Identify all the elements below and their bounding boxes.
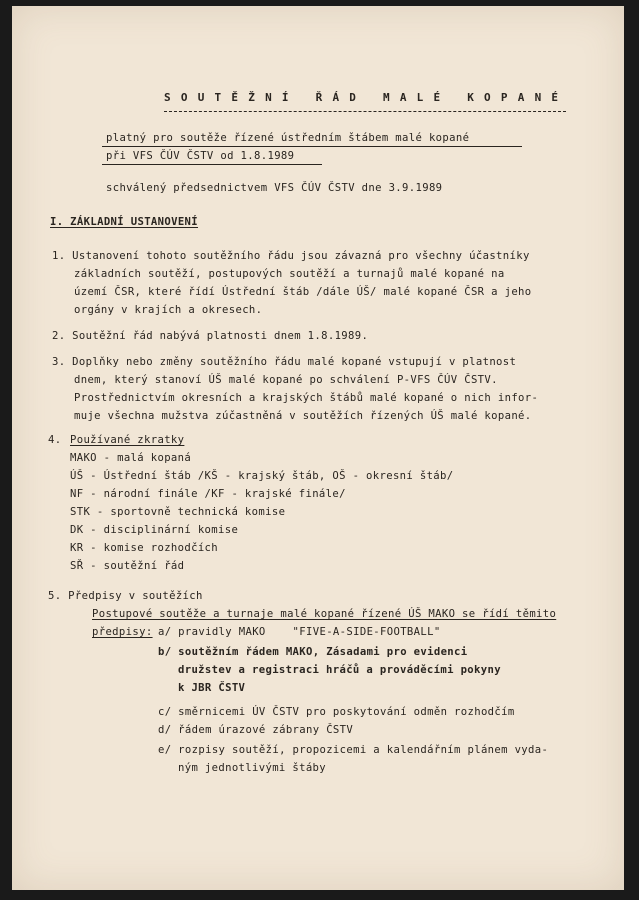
- validity-rule-1: [102, 146, 522, 147]
- validity-line-1: platný pro soutěže řízené ústředním štábem malé kopané: [106, 132, 470, 144]
- item-1-line: orgány v krajích a okresech.: [74, 304, 263, 316]
- item-3-line: dnem, který stanoví ÚŠ malé kopané po schválení P-VFS ČÚV ČSTV.: [74, 374, 498, 386]
- item-4-title: Používané zkratky: [70, 434, 185, 446]
- item-1-line: 1. Ustanovení tohoto soutěžního řádu jsou závazná pro všechny účastníky: [52, 250, 530, 262]
- rule-b-line: družstev a registraci hráčů a prováděcími pokyny: [178, 664, 501, 676]
- title-dashed-rule: [164, 111, 566, 112]
- abbreviation-item: MAKO - malá kopaná: [70, 452, 192, 464]
- validity-rule-2: [102, 164, 322, 165]
- item-3-line: 3. Doplňky nebo změny soutěžního řádu malé kopané vstupují v platnost: [52, 356, 517, 368]
- item-3-line: muje všechna mužstva zúčastněná v soutěžích řízených ÚŠ malé kopané.: [74, 410, 532, 422]
- item-5-intro: Postupové soutěže a turnaje malé kopané řízené ÚŠ MAKO se řídí těmito: [92, 608, 557, 620]
- abbreviation-item: ÚŠ - Ústřední štáb /KŠ - krajský štáb, OŠ - okresní štáb/: [70, 470, 454, 482]
- item-5-prefix: předpisy:: [92, 626, 153, 638]
- validity-line-2: při VFS ČÚV ČSTV od 1.8.1989: [106, 150, 295, 162]
- section-heading: I. ZÁKLADNÍ USTANOVENÍ: [50, 216, 199, 228]
- item-1-line: základních soutěží, postupových soutěží a turnajů malé kopané na: [74, 268, 505, 280]
- document-page: [12, 6, 624, 890]
- rule-e-line: ným jednotlivými štáby: [178, 762, 327, 774]
- document-title: S O U T Ě Ž N Í Ř Á D M A L É K O P A N É: [164, 91, 560, 104]
- abbreviation-item: KR - komise rozhodčích: [70, 542, 219, 554]
- item-1-line: území ČSR, které řídí Ústřední štáb /dále ÚŠ/ malé kopané ČSR a jeho: [74, 286, 532, 298]
- rule-e-line: e/ rozpisy soutěží, propozicemi a kalendářním plánem vyda-: [158, 744, 549, 756]
- abbreviation-item: STK - sportovně technická komise: [70, 506, 286, 518]
- abbreviation-item: NF - národní finále /KF - krajské finále/: [70, 488, 346, 500]
- abbreviation-item: SŘ - soutěžní řád: [70, 560, 185, 572]
- rule-d: d/ řádem úrazové zábrany ČSTV: [158, 724, 354, 736]
- rule-b-line: k JBR ČSTV: [178, 682, 246, 694]
- item-3-line: Prostřednictvím okresních a krajských štábů malé kopané o nich infor-: [74, 392, 539, 404]
- rule-a: a/ pravidly MAKO "FIVE-A-SIDE-FOOTBALL": [158, 626, 441, 638]
- rule-c: c/ směrnicemi ÚV ČSTV pro poskytování odměn rozhodčím: [158, 706, 515, 718]
- abbreviation-item: DK - disciplinární komise: [70, 524, 239, 536]
- item-4-number: 4.: [48, 434, 62, 446]
- rule-b-line: b/ soutěžním řádem MAKO, Zásadami pro evidenci: [158, 646, 468, 658]
- item-2: 2. Soutěžní řád nabývá platnosti dnem 1.8.1989.: [52, 330, 369, 342]
- approval-line: schválený předsednictvem VFS ČÚV ČSTV dne 3.9.1989: [106, 182, 443, 194]
- item-5-title: 5. Předpisy v soutěžích: [48, 590, 203, 602]
